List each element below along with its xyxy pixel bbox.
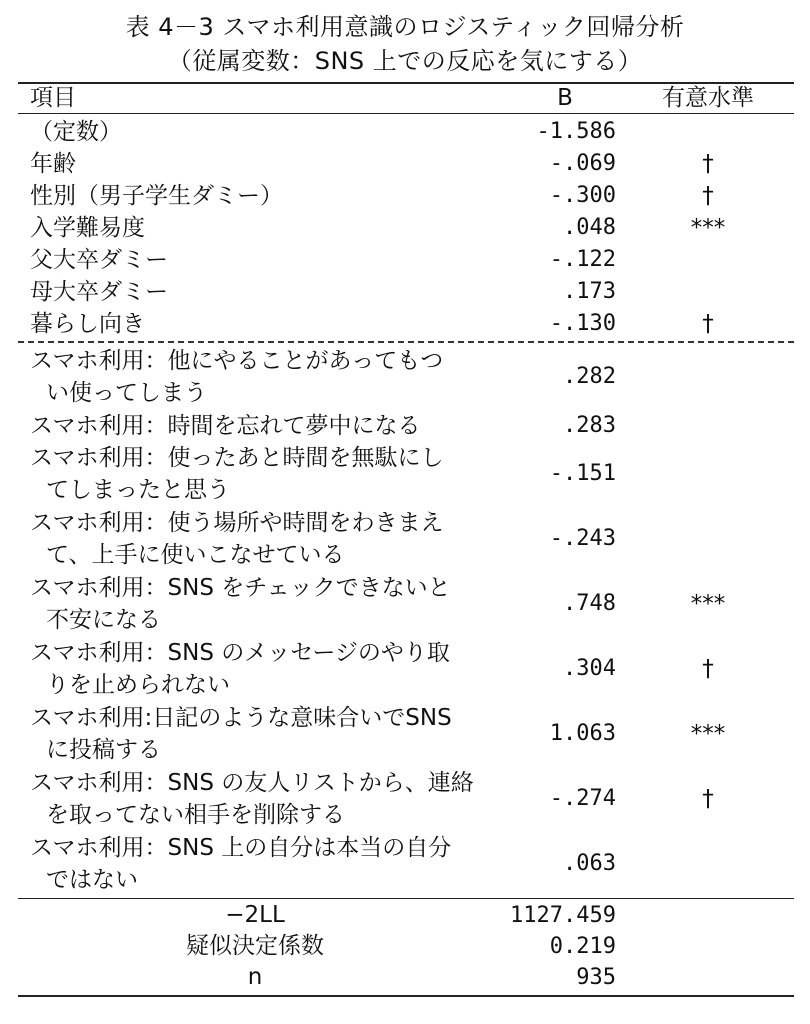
section-divider	[18, 341, 794, 343]
row-label-cont: に投稿する	[46, 737, 161, 763]
table-row	[0, 148, 810, 180]
row-label: 父大卒ダミー	[30, 247, 168, 273]
row-sig: ***	[690, 591, 726, 617]
row-label-cont: い使ってしまう	[46, 380, 207, 406]
stat-value: 0.219	[549, 934, 616, 959]
row-b: -.122	[549, 247, 616, 272]
row-sig: †	[702, 656, 714, 682]
row-b: .063	[563, 851, 616, 876]
row-label: スマホ利用：他にやることがあってもつ	[30, 348, 444, 374]
table-title: 表 4－3 スマホ利用意識のロジスティック回帰分析	[125, 13, 685, 41]
stat-label: 疑似決定係数	[186, 933, 324, 959]
row-b: .283	[563, 413, 616, 438]
row-label: 暮らし向き	[30, 311, 145, 337]
stats-row	[0, 931, 810, 962]
stat-value: 1127.459	[510, 903, 616, 928]
row-b: .048	[563, 215, 616, 240]
row-label: （定数）	[30, 119, 122, 145]
row-label-cont: りを止められない	[46, 672, 230, 698]
table-row	[0, 116, 810, 148]
table-row	[0, 832, 810, 896]
stat-label: n	[247, 964, 263, 990]
table-row	[0, 276, 810, 308]
row-label: 性別（男子学生ダミー）	[30, 183, 283, 209]
header-significance: 有意水準	[662, 85, 754, 111]
row-label: スマホ利用：使ったあと時間を無駄にし	[30, 445, 444, 471]
stat-label: −2LL	[225, 902, 285, 928]
table-row	[0, 180, 810, 212]
row-label: スマホ利用:日記のような意味合いでSNS	[30, 705, 452, 731]
row-label: スマホ利用：SNS の友人リストから、連絡	[30, 770, 474, 796]
table-row	[0, 345, 810, 409]
row-label: スマホ利用：SNS のメッセージのやり取	[30, 640, 450, 666]
row-label-cont: てしまったと思う	[46, 477, 230, 503]
row-label-cont: を取ってない相手を削除する	[46, 802, 345, 828]
row-sig: ***	[690, 215, 726, 241]
table-row	[0, 442, 810, 506]
row-sig: †	[702, 786, 714, 812]
header-item: 項目	[30, 85, 76, 111]
row-label-cont: て、上手に使いこなせている	[46, 542, 345, 568]
row-label-cont: 不安になる	[46, 607, 161, 633]
row-b: -1.586	[536, 119, 616, 144]
row-b: -.151	[549, 461, 616, 486]
row-sig: †	[702, 151, 714, 177]
row-label: スマホ利用：時間を忘れて夢中になる	[30, 413, 421, 439]
row-sig: †	[702, 311, 714, 337]
row-b: -.069	[549, 151, 616, 176]
row-b: -.130	[549, 311, 616, 336]
header-row	[0, 82, 810, 114]
table-row	[0, 702, 810, 766]
row-label-cont: ではない	[46, 867, 138, 893]
row-b: -.300	[549, 183, 616, 208]
stats-row	[0, 962, 810, 993]
row-b: -.243	[549, 526, 616, 551]
table-row	[0, 572, 810, 636]
row-b: .748	[563, 591, 616, 616]
table-subtitle: （従属変数：SNS 上での反応を気にする）	[167, 47, 643, 75]
row-b: 1.063	[549, 721, 616, 746]
row-label: スマホ利用：SNS 上の自分は本当の自分	[30, 835, 452, 861]
stats-row	[0, 900, 810, 931]
table-row	[0, 244, 810, 276]
row-b: .173	[563, 279, 616, 304]
header-rule	[18, 113, 794, 114]
row-label: スマホ利用：SNS をチェックできないと	[30, 575, 451, 601]
row-sig: †	[702, 183, 714, 209]
bottom-rule	[18, 995, 794, 997]
table-row	[0, 767, 810, 831]
header-b: B	[557, 85, 573, 111]
row-b: .282	[563, 364, 616, 389]
table-row	[0, 212, 810, 244]
row-label: 入学難易度	[30, 215, 145, 241]
row-label: 母大卒ダミー	[30, 279, 168, 305]
stats-rule	[18, 898, 794, 899]
row-b: -.274	[549, 786, 616, 811]
table-row	[0, 410, 810, 442]
row-label: 年齢	[30, 151, 76, 177]
row-sig: ***	[690, 721, 726, 747]
row-label: スマホ利用：使う場所や時間をわきまえ	[30, 510, 444, 536]
table-row	[0, 637, 810, 701]
table-row	[0, 308, 810, 340]
stat-value: 935	[576, 965, 616, 990]
table-row	[0, 507, 810, 571]
row-b: .304	[563, 656, 616, 681]
